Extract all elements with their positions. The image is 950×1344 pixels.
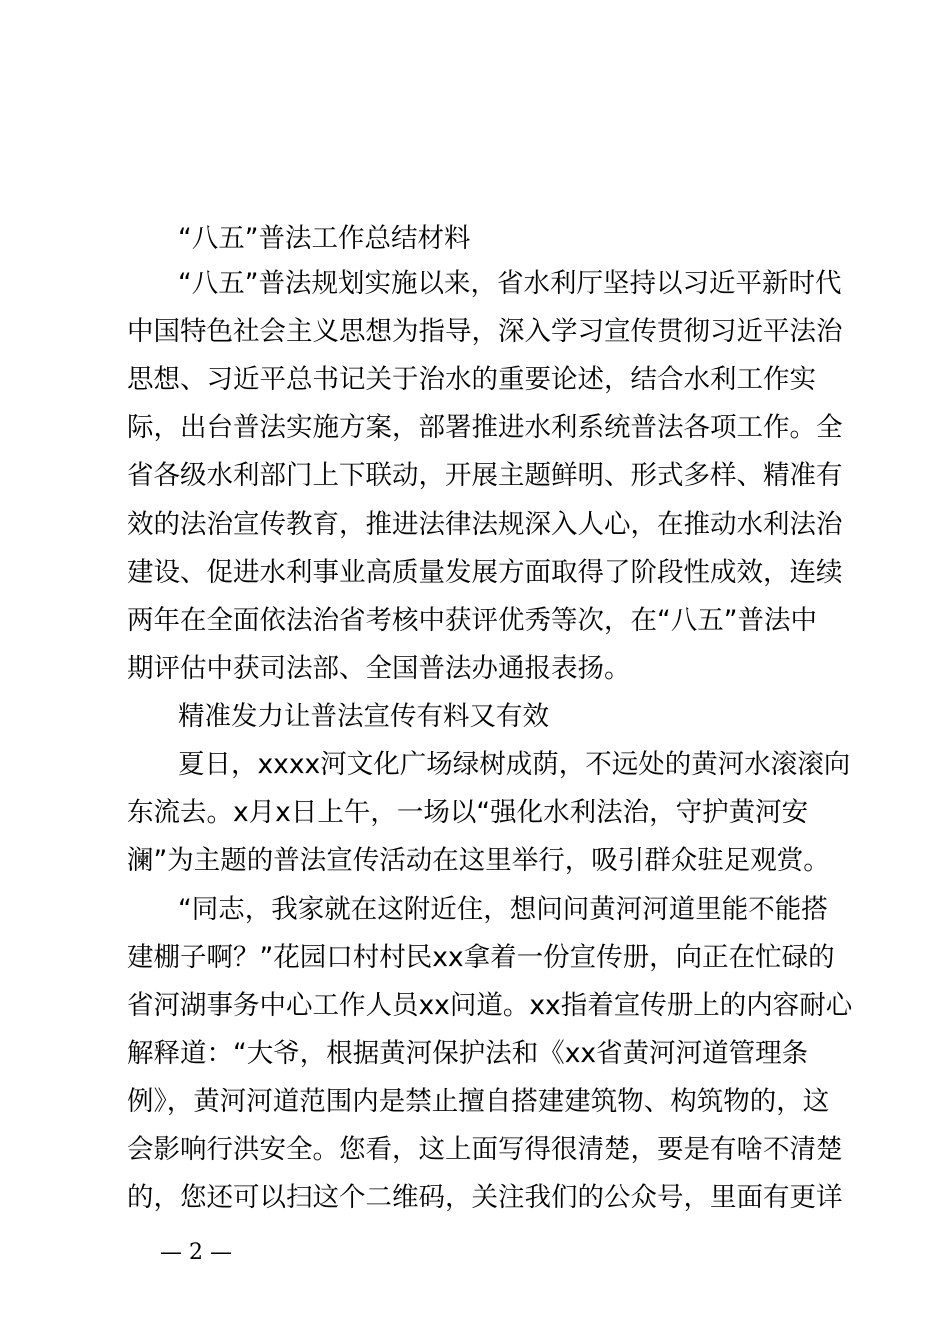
paragraph-line: 省河湖事务中心工作人员xx问道。xx指着宣传册上的内容耐心 xyxy=(127,990,853,1021)
section-subheading: 精准发力让普法宣传有料又有效 xyxy=(178,701,549,732)
paragraph-line: 例》，黄河河道范围内是禁止擅自搭建建筑物、构筑物的，这 xyxy=(127,1086,830,1117)
paragraph-line: 中国特色社会主义思想为指导，深入学习宣传贯彻习近平法治 xyxy=(127,316,843,347)
paragraph-line: 建设、促进水利事业高质量发展方面取得了阶段性成效，连续 xyxy=(127,557,843,588)
document-title: “八五”普法工作总结材料 xyxy=(178,223,471,254)
paragraph-line: 效的法治宣传教育，推进法律法规深入人心，在推动水利法治 xyxy=(127,509,843,540)
paragraph-line: 解释道：“大爷，根据黄河保护法和《xx省黄河河道管理条 xyxy=(127,1038,809,1069)
paragraph-line: 的，您还可以扫这个二维码，关注我们的公众号，里面有更详 xyxy=(127,1182,843,1213)
page-number: — 2 — xyxy=(160,1240,232,1265)
paragraph-line: 思想、习近平总书记关于治水的重要论述，结合水利工作实 xyxy=(127,364,816,395)
paragraph-line: 两年在全面依法治省考核中获评优秀等次，在“八五”普法中 xyxy=(127,605,817,636)
paragraph-line: “八五”普法规划实施以来，省水利厅坚持以习近平新时代 xyxy=(178,268,842,299)
paragraph-line: 澜”为主题的普法宣传活动在这里举行，吸引群众驻足观赏。 xyxy=(127,845,830,876)
paragraph-line: 际，出台普法实施方案，部署推进水利系统普法各项工作。全 xyxy=(127,412,843,443)
paragraph-line: 夏日，xxxx河文化广场绿树成荫，不远处的黄河水滚滚向 xyxy=(178,749,851,780)
paragraph-line: 会影响行洪安全。您看，这上面写得很清楚，要是有啥不清楚 xyxy=(127,1134,843,1165)
paragraph-line: “同志，我家就在这附近住，想问问黄河河道里能不能搭 xyxy=(178,894,828,925)
paragraph-line: 期评估中获司法部、全国普法办通报表扬。 xyxy=(127,653,631,684)
paragraph-line: 东流去。x月x日上午，一场以“强化水利法治，守护黄河安 xyxy=(127,797,809,828)
paragraph-line: 省各级水利部门上下联动，开展主题鲜明、形式多样、精准有 xyxy=(127,460,843,491)
paragraph-line: 建棚子啊？”花园口村村民xx拿着一份宣传册，向正在忙碌的 xyxy=(127,942,835,973)
